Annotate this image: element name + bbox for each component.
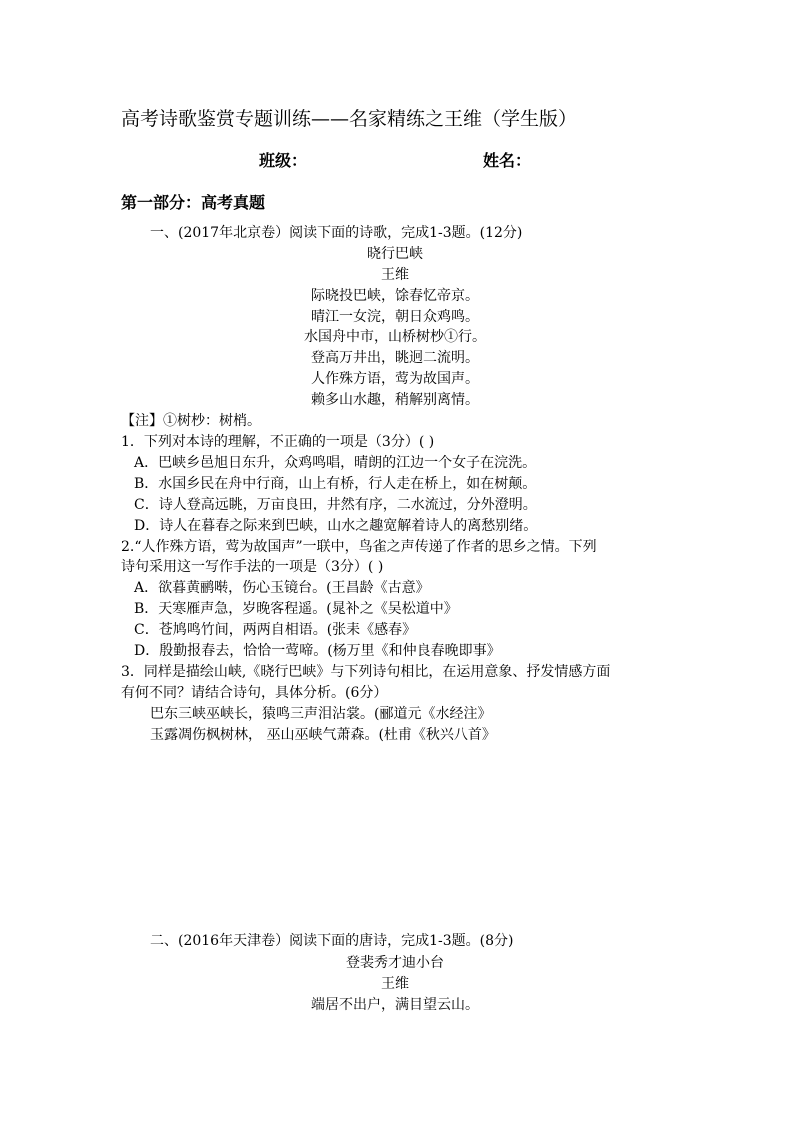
poem-author: 王维	[381, 267, 409, 283]
poem-line: 晴江一女浣，朝日众鸡鸣。	[311, 309, 479, 325]
question-stem: 诗句采用这一写作手法的一项是（3分）( )	[121, 559, 384, 575]
question-option: A．欲暮黄鹂啭，伤心玉镜台。(王昌龄《古意》	[134, 580, 430, 596]
class-label: 班级：	[259, 151, 308, 170]
section-heading: 第一部分：高考真题	[121, 193, 266, 212]
poem-line: 际晓投巴峡，馀春忆帝京。	[311, 288, 479, 304]
question-intro: 一、(2017年北京卷）阅读下面的诗歌，完成1-3题。(12分)	[150, 225, 523, 241]
question-option: D．殷勤报春去，恰恰一莺啼。(杨万里《和仲良春晚即事》	[134, 643, 501, 659]
document-title: 高考诗歌鉴赏专题训练——名家精练之王维（学生版）	[121, 108, 578, 130]
question-option: C．诗人登高远眺，万亩良田，井然有序，二水流过，分外澄明。	[134, 497, 537, 513]
quoted-verse: 玉露凋伤枫树林， 巫山巫峡气萧森。(杜甫《秋兴八首》	[150, 727, 496, 743]
question-option: B．水国乡民在舟中行商，山上有桥，行人走在桥上，如在树颠。	[134, 476, 537, 492]
poem-note: 【注】①树杪：树梢。	[121, 413, 261, 429]
poem-author: 王维	[381, 976, 409, 992]
question-option: D．诗人在暮春之际来到巴峡，山水之趣宽解着诗人的离愁别绪。	[134, 518, 538, 534]
question-stem: 3．同样是描绘山峡,《晓行巴峡》与下列诗句相比，在运用意象、抒发情感方面	[121, 664, 611, 680]
question-option: C．苍鸠鸣竹间，两两自相语。(张耒《感春》	[134, 622, 417, 638]
question-stem: 1．下列对本诗的理解，不正确的一项是（3分）( )	[121, 434, 435, 450]
name-label: 姓名：	[483, 151, 532, 170]
poem-title: 晓行巴峡	[367, 246, 423, 262]
question-stem: 有何不同？请结合诗句，具体分析。(6分）	[121, 685, 388, 701]
question-option: B．天寒雁声急，岁晚客程遥。(晁补之《吴松道中》	[134, 601, 458, 617]
question-option: A．巴峡乡邑旭日东升，众鸡鸣唱，晴朗的江边一个女子在浣洗。	[134, 455, 537, 471]
poem-title: 登裴秀才迪小台	[346, 955, 444, 971]
question-intro: 二、(2016年天津卷）阅读下面的唐诗，完成1-3题。(8分)	[150, 933, 514, 949]
quoted-verse: 巴东三峡巫峡长，猿鸣三声泪沾裳。(郦道元《水经注》	[150, 706, 492, 722]
poem-line: 赖多山水趣，稍解别离情。	[311, 392, 479, 408]
poem-line: 登高万井出，眺迥二流明。	[311, 350, 479, 366]
poem-line: 端居不出户，满目望云山。	[311, 997, 479, 1013]
poem-line: 人作殊方语，莺为故国声。	[311, 371, 479, 387]
question-stem: 2.“人作殊方语，莺为故国声”一联中，鸟雀之声传递了作者的思乡之情。下列	[121, 539, 597, 555]
poem-line: 水国舟中市，山桥树杪①行。	[304, 329, 486, 345]
